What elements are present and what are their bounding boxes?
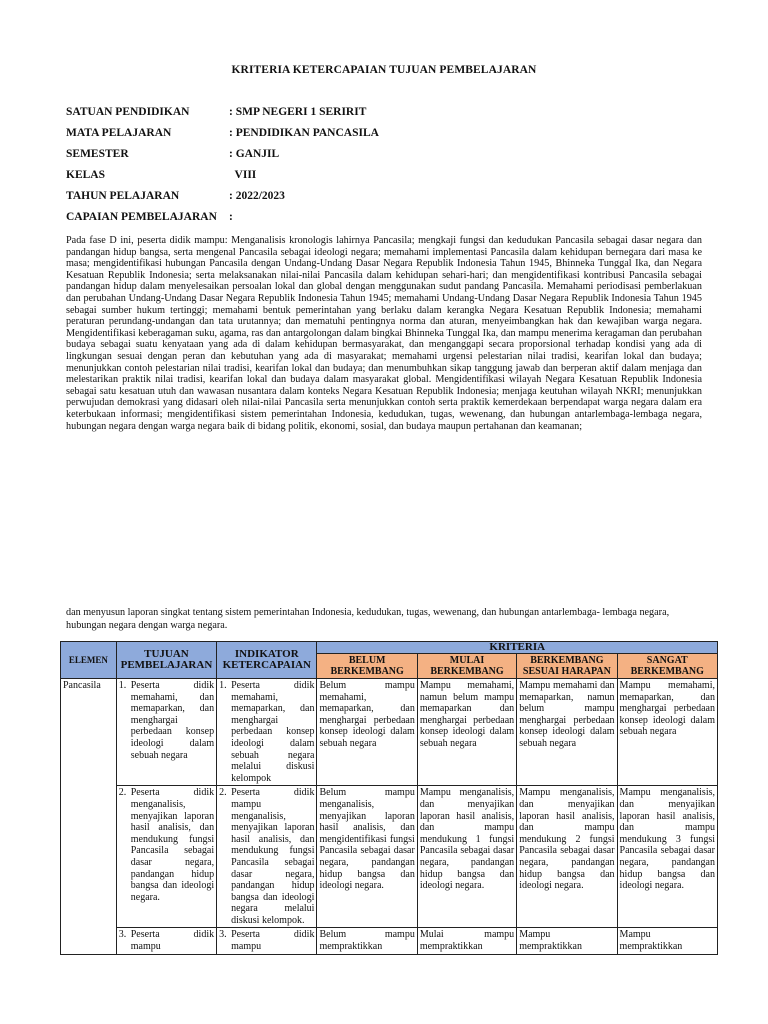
meta-label: CAPAIAN PEMBELAJARAN — [66, 211, 217, 223]
level-mulai-cell: Mampu memahami, namun belum mampu memaparkan dan menghargai perbedaan konsep ideologi dalam sebuah negara — [417, 679, 516, 786]
list-number: 3. — [219, 929, 227, 941]
identity-block — [66, 106, 706, 232]
capaian-paragraph: Pada fase D ini, peserta didik mampu: Menganalisis kronologis lahirnya Pancasila; mengkaji fungsi dan kedudukan Pancasila sebagai dasar negara dan pandangan hidup bangsa, serta mengenal Pancasila sebagai ideologi negara; memahami implementasi Pancasila dalam kehidupan bernegara dari masa ke masa; mengidentifikasi hubungan Pancasila dengan Undang-Undang Dasar Negara Republik Indonesia Tahun 1945, Bhinneka Tunggal Ika, dan Negara Kesatuan Republik Indonesia; serta melaksanakan nilai-nilai Pancasila dalam kehidupan sehari-hari; dan mengidentifikasi kontribusi Pancasila sebagai pandangan hidup dalam menyelesaikan persoalan lokal dan global dengan menggunakan sudut pandang Pancasila. Memahami periodisasi pemberlakuan dan perubahan Undang-Undang Dasar Negara Republik Indonesia Tahun 1945; memahami Undang-Undang Dasar Negara Republik Indonesia Tahun 1945 sebagai sumber hukum tertinggi; memahami bentuk pemerintahan yang berlaku dalam kerangka Negara Kesatuan Republik Indonesia; memahami peraturan perundang-undangan dan tata urutannya; dan mematuhi pentingnya norma dan aturan, menyeimbangkan hak dan kewajiban warga negara. Mengidentifikasi keberagaman suku, agama, ras dan antargolongan dalam bingkai Bhinneka Tunggal Ika, dan mampu menerima keragaman dan perubahan budaya sebagai suatu kenyataan yang ada di dalam kehidupan bermasyarakat, dan menganggapi secara proporsional terhadap kondisi yang ada di lingkungan sesuai dengan peran dan kebutuhan yang ada di masyarakat; memahami urgensi pelestarian nilai tradisi, kearifan lokal dan budaya; menunjukkan contoh pelestarian nilai tradisi, kearifan lokal dan budaya; dan menumbuhkan sikap tanggung jawab dan berperan aktif dalam menjaga dan melestarikan praktik nilai tradisi, kearifan lokal dan budaya dalam masyarakat global. Mengidentifikasi wilayah Negara Kesatuan Republik Indonesia sebagai satu kesatuan utuh dan wawasan nusantara dalam konteks Negara Kesatuan Republik Indonesia; menjaga keutuhan wilayah NKRI; menunjukkan perwujudan demokrasi yang didasari oleh nilai-nilai Pancasila serta menunjukkan contoh serta praktik kemerdekaan berpendapat warga negara dalam era keterbukaan informasi; mengidentifikasi sistem pemerintahan Indonesia, kedudukan, tugas, wewenang, dan hubungan antarlembaga-lembaga negara, hubungan negara dengan warga negara baik di bidang politik, ekonomi, sosial, dan budaya maupun pertahanan dan keamanan; — [66, 235, 702, 432]
elemen-cell: Pancasila — [61, 679, 117, 955]
level-belum-cell: Belum mampu mempraktikkan — [317, 928, 417, 954]
meta-label: MATA PELAJARAN — [66, 127, 172, 139]
meta-row-satuan — [66, 106, 706, 127]
table-row — [61, 928, 718, 954]
list-number: 2. — [219, 787, 227, 799]
document-title: KRITERIA KETERCAPAIAN TUJUAN PEMBELAJARAN — [231, 64, 537, 76]
level-belum-cell: Belum mampu menganalisis, menyajikan laporan hasil analisis, dan mengidentifikasi fungsi Pancasila sebagai dasar negara, pandangan hidup bangsa dan ideologi negara. — [317, 786, 417, 928]
level-belum-cell: Belum mampu memahami, memaparkan, dan menghargai perbedaan konsep ideologi dalam sebuah negara — [317, 679, 417, 786]
list-number: 1. — [219, 680, 227, 691]
meta-value: : GANJIL — [229, 148, 280, 160]
meta-row-tahun — [66, 190, 706, 211]
meta-row-kelas — [66, 169, 706, 190]
meta-row-mapel — [66, 127, 706, 148]
level-sesuai-cell: Mampu mempraktikkan — [517, 928, 617, 954]
level-mulai-cell: Mulai mampu mempraktikkan — [417, 928, 516, 954]
tujuan-text: Peserta didik menganalisis, menyajikan laporan hasil analisis, dan mendukung fungsi Pancasila sebagai dasar negara, pandangan hidup bangsa dan ideologi negara. — [130, 787, 215, 903]
level-sesuai-cell: Mampu menganalisis, dan menyajikan laporan hasil analisis, dan mampu mendukung 2 fungsi Pancasila sebagai dasar negara, pandangan hidup bangsa dan ideologi negara. — [517, 786, 617, 928]
level-mulai-cell: Mampu menganalisis, dan menyajikan laporan hasil analisis, dan mampu mendukung 1 fungsi Pancasila sebagai dasar negara, pandangan hidup bangsa dan ideologi negara. — [417, 786, 516, 928]
list-number: 3. — [118, 929, 127, 941]
header-row-top — [61, 642, 718, 654]
indikator-cell — [217, 928, 317, 954]
meta-label: SEMESTER — [66, 148, 129, 160]
continuation-paragraph: dan menyusun laporan singkat tentang sistem pemerintahan Indonesia, kedudukan, tugas, wewenang, dan hubungan antarlembaga- lembaga negara, hubungan negara dengan warga negara. — [66, 607, 670, 631]
list-number: 1. — [118, 680, 127, 691]
meta-label: KELAS — [66, 169, 105, 181]
table-row — [61, 786, 718, 928]
meta-label: TAHUN PELAJARAN — [66, 190, 180, 202]
level-sesuai-cell: Mampu memahami dan memaparkan, namun belum mampu menghargai perbedaan konsep ideologi dalam sebuah negara — [517, 679, 617, 786]
header-tujuan: TUJUAN PEMBELAJARAN — [116, 642, 216, 679]
header-kriteria: KRITERIA — [317, 642, 718, 654]
meta-label: SATUAN PENDIDIKAN — [66, 106, 190, 118]
indikator-cell — [217, 786, 317, 928]
meta-value: : 2022/2023 — [229, 190, 285, 202]
indikator-text: Peserta didik memahami, memaparkan, dan menghargai perbedaan konsep ideologi dalam sebuah negara melalui diskusi kelompok — [231, 680, 315, 784]
meta-value: : PENDIDIKAN PANCASILA — [229, 127, 379, 139]
meta-value: VIII — [229, 169, 257, 181]
tujuan-cell — [116, 679, 216, 786]
meta-row-semester — [66, 148, 706, 169]
meta-value: : — [229, 211, 233, 223]
table-row — [61, 679, 718, 786]
header-mulai-berkembang: MULAI BERKEMBANG — [417, 654, 516, 679]
level-sangat-cell: Mampu menganalisis, dan menyajikan laporan hasil analisis, dan mampu mendukung 3 fungsi Pancasila sebagai dasar negara, pandangan hidup bangsa dan ideologi negara. — [617, 786, 717, 928]
header-elemen: ELEMEN — [61, 642, 117, 679]
tujuan-cell — [116, 928, 216, 954]
tujuan-text: Peserta didik memahami, dan memaparkan, dan menghargai perbedaan konsep ideologi dalam sebuah negara — [130, 680, 215, 761]
meta-value: : SMP NEGERI 1 SERIRIT — [229, 106, 367, 118]
meta-row-capaian — [66, 211, 706, 232]
indikator-cell — [217, 679, 317, 786]
list-number: 2. — [118, 787, 127, 799]
header-indikator: INDIKATOR KETERCAPAIAN — [217, 642, 317, 679]
tujuan-text: Peserta didik mampu — [130, 929, 215, 953]
level-sangat-cell: Mampu memahami, memaparkan, dan menghargai perbedaan konsep ideologi dalam sebuah negara — [617, 679, 717, 786]
criteria-table — [60, 641, 718, 955]
indikator-text: Peserta didik mampu — [231, 929, 315, 953]
header-belum-berkembang: BELUM BERKEMBANG — [317, 654, 417, 679]
indikator-text: Peserta didik mampu menganalisis, menyajikan laporan hasil analisis, dan mendukung fungsi Pancasila sebagai dasar negara, pandangan hidup bangsa dan ideologi negara melalui diskusi kelompok. — [231, 787, 315, 926]
header-sangat-berkembang: SANGAT BERKEMBANG — [617, 654, 717, 679]
header-berkembang-sesuai-harapan: BERKEMBANG SESUAI HARAPAN — [517, 654, 617, 679]
tujuan-cell — [116, 786, 216, 928]
level-sangat-cell: Mampu mempraktikkan — [617, 928, 717, 954]
